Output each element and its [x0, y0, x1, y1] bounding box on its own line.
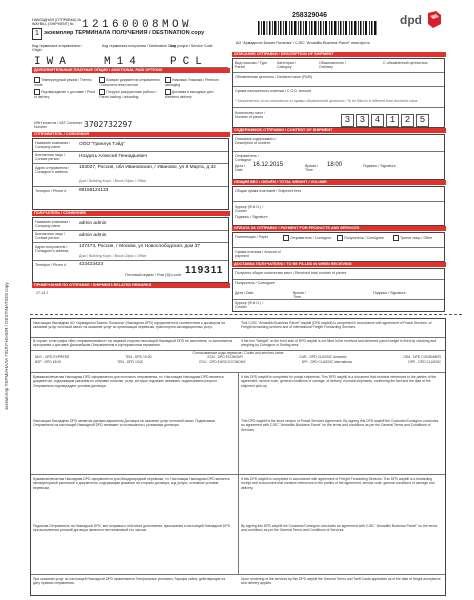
sender-company: ООО "Гринлук Тэйд": [79, 142, 125, 147]
legal-intro-ru: Настоящая Накладная АО «Армадилло Бизнес Посылка» (Накладная DPD) оформляется в соответствии с договором на оказание услуг почтовой связи, на оказание услуг по организации перевозки, транспортно-экспедиционных услуг.: [33, 321, 225, 330]
legal-block: [30, 318, 446, 596]
legal-footer-ru: При оказании услуг по настоящей Накладной DPD применяются Генеральные условия и Тарифы сайта, действующие на дату приема отправления.: [33, 577, 226, 586]
barcode: [258, 21, 378, 35]
remarks-title: ПРИМЕЧАНИЯ ПО ОТПРАВКЕ / SHIPMENT-RELATED REMARKS: [32, 283, 230, 288]
payment-title: ОПЛАТА ЗА ОТПРАВКУ / PAYMENT FOR PRODUCTS AND SERVICES: [232, 226, 446, 231]
content-date: 16.12.2015: [253, 162, 284, 168]
origin-code: IWA: [34, 56, 72, 68]
paid-option[interactable]: Доставка в выходные дни / Weekend delivery: [164, 90, 215, 100]
legal-ru-2: Настоящая Накладная DPD является кратким вариантом Договора на оказание услуг почтовой связи. Подписывая Отправитель на настоящей Накладной DPD понимает и соглашается с условиями договора.: [33, 419, 215, 428]
carrier-line: АО "Армадилло Бизнес Посылка" / CJSC "Armadillo Business Parcel" www.dpd.ru: [236, 41, 370, 45]
legal-en-4: By signing this DPD waybill the Customer/Consignor concludes an agreement with CJSC "Armadillo Business Parcel" on the terms and conditions as per the General Terms and Conditions of Services.: [241, 524, 438, 533]
codes-box: Согласованные коды сервисов / Codes and services name NDY - DPD EXPRESS TEN - DPD 10:00 ECN - DPD ECONOMY CUR - DPD CLASSIC domestic CSM - DPD CONSUMER BZP - DPD 18:00 TEN - DPD 13:00 ECU - DPD EURO ECONOMY DPI - DPD CLASSIC international DPE - DPD CLASSIC: [35, 351, 441, 364]
legal-ru-1: Бумажная/печатная Накладная DPD оформляется для почтового отправления, то: Настоящая Накладная DPD является документом, содержащим указания по отправке посылки, услуг, которые подлежат оказанию, подписанием которого Отправитель подтверждает условия договора.: [33, 375, 224, 388]
inn-label: ИНН клиента / VAT Customer Number: [34, 121, 83, 130]
copy-title: экземпляр ТЕРМИНАЛА ПОЛУЧЕНИЯ / DESTINATION copy: [44, 30, 205, 36]
payer-consignor[interactable]: Отправитель / Consignor: [283, 235, 333, 241]
origin-label: Код терминала отправления / Origin: [32, 44, 82, 53]
payer-other[interactable]: Третье лицо / Other: [393, 235, 441, 241]
weights-title: ОБЩИЙ ВЕС / ОБЪЁМ / TOTAL WEIGHT / VOLUME: [232, 180, 446, 185]
sender-contact: Ноздать Алексей Геннадьевич: [79, 154, 148, 159]
legal-intro-en: This CJSC "Armadillo Business Parcel" waybill (DPD waybill) is completed in accordance with agreement of Postal Services, of Freight forwarding services and of International Freight Forwarding Services.: [241, 321, 432, 330]
legal-ru-3: Бумажная/печатная Накладная DPD оформляется для Международной перевозки, то: Настоящая Накладная DPD является экспедиторской распиской и документом, содержащим указания на стороны договора, код услуги, основные условия перевозки.: [33, 477, 230, 490]
destination-label: Код терминала получения / Destination Code: [102, 44, 177, 48]
dpd-logo: [400, 10, 442, 30]
weights-block: Общая сумма платежей / Shipment fees Курьер (Ф.И.О.) / Courier Подпись / Signature: [232, 186, 445, 226]
invoice-label: НАКЛАДНАЯ (ОТПРАВКА) № WAYBILL (SHIPMENT) №: [32, 18, 82, 27]
destination-code: M14: [104, 56, 142, 68]
receiver-postcode: 119311: [185, 265, 224, 276]
service-code: PCL: [170, 56, 208, 68]
paid-option[interactable]: Упаковка/ Упаковка / Premium packaging: [164, 77, 219, 87]
receiver-title: ПОЛУЧАТЕЛЬ / CONSIGNEE: [32, 211, 230, 216]
side-copy-label: экземпляр ТЕРМИНАЛА ПОЛУЧЕНИЯ / DESTINATION copy: [4, 282, 9, 410]
content-title: СОДЕРЖИМОЕ ОТПРАВКИ / CONTENT OF SHIPMENT: [232, 128, 446, 133]
legal-note-en: If the box "Weight" on the front side of DPD waybill is not filled in the received and delivered parcel weight is fixed by checking and weighing by Consignor in Sorting area.: [241, 339, 437, 348]
piece-digit: 5: [416, 114, 429, 127]
copy-number: 1: [35, 30, 39, 37]
content-time: 18:00: [327, 162, 343, 168]
paid-option[interactable]: Возврат документов отправителю / Document return service: [99, 77, 160, 87]
svg-text:dpd: dpd: [400, 13, 422, 27]
paid-options-title: ДОПОЛНИТЕЛЬНЫЕ ПЛАТНЫЕ ОПЦИИ / ADDITIONAL PAID OPTIONS: [32, 68, 230, 73]
payment-block: Плательщик / Payer Отправитель / Consignor Получатель / Consignee Третье лицо / Other Сумма платежа / Amount of payment: [232, 232, 445, 262]
legal-footer-en: Upon rendering of the services by this DPD waybill the General Terms and Tariff Cards applicable as of the date of freight acceptance and delivery applies.: [241, 577, 441, 586]
delivery-block: Получено общее количество мест / Received total number of pieces Получатель / Consignee Дата / Date Время / Time Подпись / Signature Курьер (Ф.И.О.) / Courier: [232, 268, 445, 312]
piece-digit: 1: [386, 114, 399, 127]
receiver-address: 127473, Россия, г Москва, ул Новослободская, дом 37: [79, 244, 200, 249]
shipment-block: Вид посылки / Type Parcel Категория / Category Обыкновенное / Ordinary С объявленной ценностью Объявленная ценность / Declared value (RUB) Сумма наложенного платежа / C.O.D. Amount * Заполняется, если отличается от суммы объявленной ценности / To be filled in if different from declared value Количество мест / Number of pieces 3 3 4 1 2 5: [232, 58, 445, 128]
receiver-company: admin admin: [79, 221, 107, 226]
copy-number-box: [32, 28, 42, 40]
piece-digit: 3: [356, 114, 369, 127]
legal-en-3: If this DPD waybill is completed in accordance with agreement of Freight Forwarding Services: This DPD waybill is a forwarding receipt and a document that contains references to the parties of the agreement, service code, general conditions of carriage and delivery.: [241, 477, 435, 490]
receiver-contact: admin admin: [79, 233, 107, 238]
receiver-block: Название компании / Company name admin admin Контактное лицо / Contact person admin admin Адрес получателя / Consignee's address 127473, Россия, г Москва, ул Новослободская, дом 37 Дом / Building Корп. / Block Офис / Office Телефон / Phone # 423423423 Почтовый индекс / Post (Zip) code 119311: [32, 217, 229, 283]
delivery-title: ДОСТАВКА ПОЛУЧАТЕЛЮ / TO BE FILLED IN WHEN RECEIVING: [232, 262, 446, 267]
piece-digits: [341, 109, 431, 127]
sender-block: Название компании / Company name ООО "Гринлук Тэйд" Контактное лицо / Contact person Ноздать Алексей Геннадьевич Адрес отправителя / Consignor's address 153027, Россия, обл Ивановская, г Иваново, ул 8 Марта, д 32 Дом / Building Корп. / Block Офис / Office Телефон / Phone # 89158124133: [32, 138, 229, 210]
piece-digit: 4: [371, 114, 384, 127]
paid-option[interactable]: Температурный режим / Thermo mode: [34, 77, 92, 87]
content-block: Описание содержимого / Description of content Отправитель / Consignor Дата / Date 16.12.2015 Время / Time 18:00 Подпись / Signature: [232, 134, 445, 180]
inn-value: 3702732297: [84, 120, 133, 129]
legal-en-2: This DPD waybill is the short version of Postal Services Agreement. By signing this DPD waybill the Customer/Consignor concludes an agreement with CJSC "Armadillo Business Parcel" on the terms and conditions as per the General Terms and Conditions of Services.: [241, 419, 439, 432]
service-label: Код услуги / Service Code: [170, 44, 213, 48]
legal-note-ru: В случае, если графа «Вес отправления/мест» на лицевой стороне настоящей Накладной DPD не заполнена, то заполняется при приеме к доставке Дальнейшим Отправителем в сортировочном терминале.: [33, 339, 233, 348]
receiver-phone: 423423423: [79, 262, 104, 267]
legal-ru-4: Подписав Отправитель на Накладной DPD, все поправки к ней и/или дополнения, приложения к настоящей Накладной DPD при выполнении условий договора являются неотъемлемой его частью.: [33, 524, 231, 533]
piece-digit: 3: [341, 114, 354, 127]
remarks-value: 17-13-7: [36, 291, 49, 295]
sender-title: ОТПРАВИТЕЛЬ / CONSIGNOR: [32, 132, 230, 137]
sender-phone: 89158124133: [79, 188, 109, 193]
legal-en-1: If this DPD waybill is completed for postal shipments: This DPD waybill is a document that contains references to the parties of the agreement, service code, general conditions of carriage, of delivery of postal shipments, confirming the fact and the date of the shipment pick-up.: [241, 375, 437, 388]
sender-address: 153027, Россия, обл Ивановская, г Иваново, ул 8 Марта, д 32: [79, 165, 216, 170]
paid-option[interactable]: Подтверждение о доставке / Proof of delivery: [34, 90, 95, 100]
paid-options-list: [32, 75, 228, 119]
paid-option[interactable]: Погрузо/ разгрузочные работы / Parcel loading / unloading: [99, 90, 157, 100]
waybill-number: 12160008MOW: [82, 19, 193, 31]
payer-consignee[interactable]: Получатель / Consignee: [337, 235, 387, 241]
piece-digit: 2: [401, 114, 414, 127]
barcode-number: 258329046: [292, 12, 328, 19]
shipment-title: ОПИСАНИЕ ОТПРАВКИ / DESCRIPTION OF SHIPMENT: [232, 52, 446, 57]
